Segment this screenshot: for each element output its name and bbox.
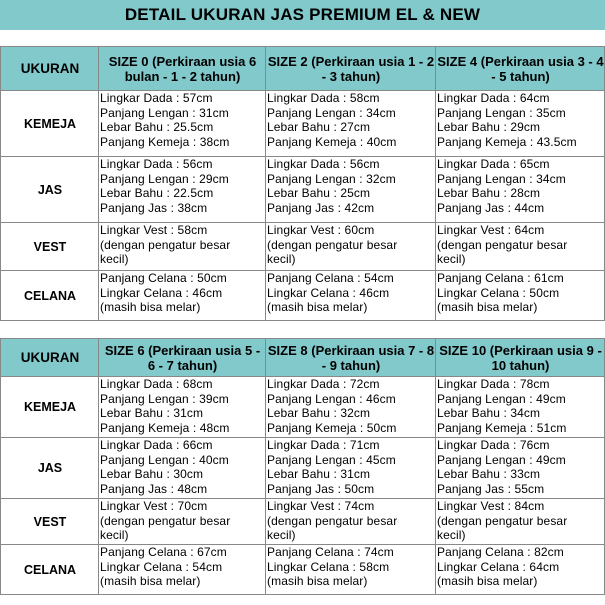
measurement-line: Lingkar Dada : 56cm <box>100 157 213 171</box>
measurement-line: Lebar Bahu : 31cm <box>267 467 371 482</box>
measurement-line: Panjang Lengan : 29cm <box>100 171 229 186</box>
measurement-line: Panjang Jas : 48cm <box>100 482 208 497</box>
measurement-line: Panjang Lengan : 49cm <box>437 391 566 406</box>
size-cell <box>436 157 605 223</box>
table-row <box>1 271 605 321</box>
measurement-line: Panjang Celana : 74cm <box>267 545 394 559</box>
table-row <box>1 91 605 157</box>
measurement-line: kecil) <box>100 528 129 543</box>
measurement-line: Lingkar Vest : 84cm <box>437 499 545 513</box>
size-cell <box>99 223 266 271</box>
measurement-line: Lingkar Dada : 68cm <box>100 377 213 391</box>
measurement-line: Panjang Kemeja : 40cm <box>267 135 397 150</box>
measurement-line: Lebar Bahu : 29cm <box>437 120 541 135</box>
measurement-line: (dengan pengatur besar <box>100 237 231 252</box>
size-cell <box>266 499 436 545</box>
measurement-line: Panjang Celana : 61cm <box>437 271 564 285</box>
measurement-line: Panjang Celana : 54cm <box>267 271 394 285</box>
header-size-3: SIZE 4 (Perkiraan usia 3 - 4 - 5 tahun) <box>436 47 605 91</box>
measurement-line: Panjang Kemeja : 43.5cm <box>437 135 577 150</box>
measurement-line: Panjang Lengan : 39cm <box>100 391 229 406</box>
measurement-line: Lingkar Dada : 57cm <box>100 91 213 105</box>
size-cell <box>436 545 605 595</box>
measurement-line: Lebar Bahu : 25cm <box>267 186 371 201</box>
measurement-line: Lebar Bahu : 25.5cm <box>100 120 214 135</box>
measurement-line: (masih bisa melar) <box>437 574 538 589</box>
measurement-line: Lebar Bahu : 31cm <box>100 406 204 421</box>
measurement-line: (dengan pengatur besar <box>267 237 398 252</box>
row-label: KEMEJA <box>1 91 99 157</box>
header-size-1: SIZE 0 (Perkiraan usia 6 bulan - 1 - 2 tahun) <box>99 47 266 91</box>
measurement-line: Lebar Bahu : 32cm <box>267 406 371 421</box>
measurement-line: Lebar Bahu : 27cm <box>267 120 371 135</box>
measurement-line: kecil) <box>267 528 296 543</box>
measurement-line: kecil) <box>100 252 129 267</box>
measurement-line: Panjang Celana : 50cm <box>100 271 227 285</box>
measurement-line: Lingkar Celana : 50cm <box>437 285 560 300</box>
size-cell <box>266 271 436 321</box>
measurement-line: (dengan pengatur besar <box>437 237 568 252</box>
measurement-line: Lebar Bahu : 33cm <box>437 467 541 482</box>
measurement-line: Lingkar Vest : 58cm <box>100 223 208 237</box>
measurement-line: Panjang Celana : 82cm <box>437 545 564 559</box>
row-label: CELANA <box>1 271 99 321</box>
table-row <box>1 157 605 223</box>
measurement-line: Lingkar Dada : 76cm <box>437 438 550 452</box>
header-ukuran: UKURAN <box>1 339 99 377</box>
measurement-line: Panjang Kemeja : 50cm <box>267 421 397 436</box>
measurement-line: (dengan pengatur besar <box>100 513 231 528</box>
size-cell <box>436 499 605 545</box>
measurement-line: kecil) <box>437 528 466 543</box>
header-row <box>1 47 605 91</box>
size-cell <box>266 91 436 157</box>
measurement-line: Lingkar Celana : 58cm <box>267 559 390 574</box>
size-cell <box>436 91 605 157</box>
size-cell <box>266 377 436 438</box>
measurement-line: Panjang Lengan : 34cm <box>437 171 566 186</box>
measurement-line: Lingkar Vest : 64cm <box>437 223 545 237</box>
size-table-1 <box>0 46 605 321</box>
table-row <box>1 438 605 499</box>
measurement-line: Panjang Lengan : 45cm <box>267 452 396 467</box>
measurement-line: Panjang Lengan : 35cm <box>437 105 566 120</box>
header-ukuran: UKURAN <box>1 47 99 91</box>
header-size-2: SIZE 2 (Perkiraan usia 1 - 2 - 3 tahun) <box>266 47 436 91</box>
measurement-line: (masih bisa melar) <box>100 574 201 589</box>
row-label: JAS <box>1 438 99 499</box>
size-cell <box>436 223 605 271</box>
size-cell <box>99 545 266 595</box>
measurement-line: Panjang Lengan : 34cm <box>267 105 396 120</box>
measurement-line: (masih bisa melar) <box>100 300 201 315</box>
size-cell <box>99 271 266 321</box>
measurement-line: Lingkar Dada : 65cm <box>437 157 550 171</box>
size-cell <box>99 499 266 545</box>
size-cell <box>266 545 436 595</box>
measurement-line: Lingkar Dada : 72cm <box>267 377 380 391</box>
measurement-line: Lebar Bahu : 30cm <box>100 467 204 482</box>
row-label: CELANA <box>1 545 99 595</box>
header-size-3: SIZE 10 (Perkiraan usia 9 - 10 tahun) <box>436 339 605 377</box>
measurement-line: Panjang Kemeja : 48cm <box>100 421 230 436</box>
row-label: KEMEJA <box>1 377 99 438</box>
measurement-line: (masih bisa melar) <box>437 300 538 315</box>
measurement-line: Lingkar Dada : 66cm <box>100 438 213 452</box>
measurement-line: (masih bisa melar) <box>267 300 368 315</box>
size-cell <box>99 91 266 157</box>
measurement-line: Panjang Jas : 55cm <box>437 482 545 497</box>
table-row <box>1 499 605 545</box>
measurement-line: Lebar Bahu : 28cm <box>437 186 541 201</box>
measurement-line: Lingkar Dada : 78cm <box>437 377 550 391</box>
row-label: VEST <box>1 223 99 271</box>
measurement-line: Lebar Bahu : 22.5cm <box>100 186 214 201</box>
header-size-1: SIZE 6 (Perkiraan usia 5 - 6 - 7 tahun) <box>99 339 266 377</box>
measurement-line: Lingkar Celana : 46cm <box>100 285 223 300</box>
row-label: VEST <box>1 499 99 545</box>
measurement-line: Panjang Lengan : 49cm <box>437 452 566 467</box>
measurement-line: (dengan pengatur besar <box>267 513 398 528</box>
measurement-line: Lingkar Celana : 54cm <box>100 559 223 574</box>
measurement-line: Lingkar Dada : 71cm <box>267 438 380 452</box>
page-title: DETAIL UKURAN JAS PREMIUM EL & NEW <box>0 0 605 30</box>
measurement-line: Panjang Jas : 42cm <box>267 201 375 216</box>
measurement-line: Lingkar Vest : 60cm <box>267 223 375 237</box>
size-cell <box>99 157 266 223</box>
measurement-line: Panjang Lengan : 31cm <box>100 105 229 120</box>
measurement-line: Panjang Celana : 67cm <box>100 545 227 559</box>
measurement-line: Lingkar Celana : 64cm <box>437 559 560 574</box>
measurement-line: kecil) <box>437 252 466 267</box>
size-cell <box>99 438 266 499</box>
table-row <box>1 223 605 271</box>
header-size-2: SIZE 8 (Perkiraan usia 7 - 8 - 9 tahun) <box>266 339 436 377</box>
size-table-2 <box>0 338 605 595</box>
measurement-line: Panjang Lengan : 40cm <box>100 452 229 467</box>
size-cell <box>436 438 605 499</box>
measurement-line: Lingkar Celana : 46cm <box>267 285 390 300</box>
row-label: JAS <box>1 157 99 223</box>
size-cell <box>436 377 605 438</box>
measurement-line: Panjang Kemeja : 51cm <box>437 421 567 436</box>
measurement-line: (dengan pengatur besar <box>437 513 568 528</box>
table-row <box>1 545 605 595</box>
measurement-line: Panjang Lengan : 46cm <box>267 391 396 406</box>
measurement-line: Lebar Bahu : 34cm <box>437 406 541 421</box>
size-cell <box>266 438 436 499</box>
header-row <box>1 339 605 377</box>
size-cell <box>266 223 436 271</box>
size-cell <box>266 157 436 223</box>
measurement-line: Lingkar Vest : 74cm <box>267 499 375 513</box>
measurement-line: (masih bisa melar) <box>267 574 368 589</box>
size-cell <box>436 271 605 321</box>
measurement-line: Lingkar Dada : 58cm <box>267 91 380 105</box>
table-row <box>1 377 605 438</box>
measurement-line: Panjang Jas : 50cm <box>267 482 375 497</box>
measurement-line: Panjang Kemeja : 38cm <box>100 135 230 150</box>
measurement-line: Lingkar Dada : 56cm <box>267 157 380 171</box>
measurement-line: Panjang Jas : 44cm <box>437 201 545 216</box>
measurement-line: Lingkar Dada : 64cm <box>437 91 550 105</box>
measurement-line: Panjang Jas : 38cm <box>100 201 208 216</box>
measurement-line: kecil) <box>267 252 296 267</box>
measurement-line: Lingkar Vest : 70cm <box>100 499 208 513</box>
size-cell <box>99 377 266 438</box>
measurement-line: Panjang Lengan : 32cm <box>267 171 396 186</box>
